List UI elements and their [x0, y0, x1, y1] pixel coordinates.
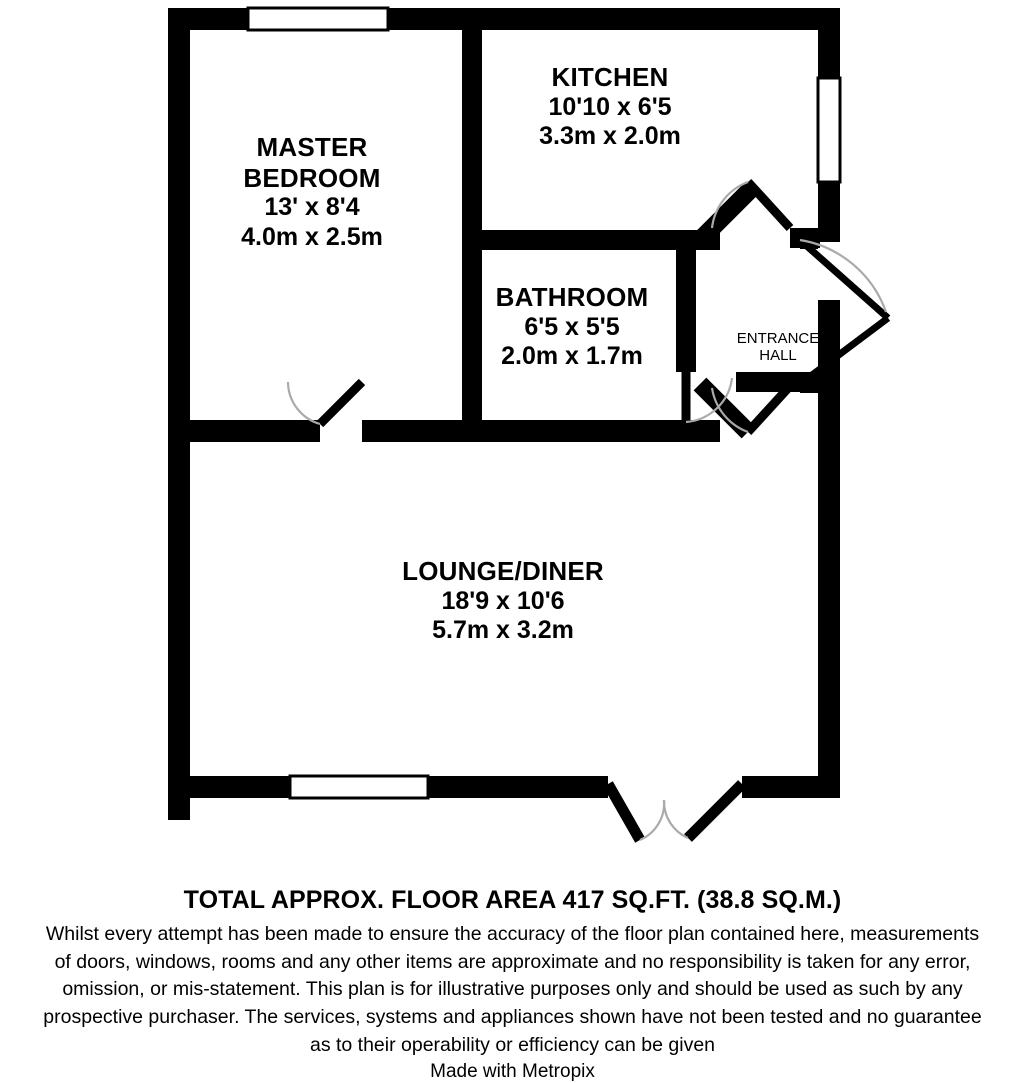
room-dim-imperial: 6'5 x 5'5 — [524, 312, 620, 341]
room-dim-metric: 5.7m x 3.2m — [432, 616, 574, 645]
disclaimer-line: Whilst every attempt has been made to ensure the accuracy of the floor plan contained here, measurements — [45, 923, 980, 945]
room-dim-imperial: 13' x 8'4 — [264, 193, 360, 222]
room-label-kitchen — [450, 62, 770, 152]
room-dim-metric: 2.0m x 1.7m — [501, 342, 643, 371]
room-label-master-bedroom — [152, 132, 472, 252]
room-dim-metric: 4.0m x 2.5m — [241, 222, 383, 251]
entrance-hall-line2: HALL — [759, 347, 797, 365]
entrance-hall-line1: ENTRANCE — [736, 330, 820, 347]
window-bottom — [290, 776, 428, 798]
credit-line: Made with Metropix — [430, 1061, 595, 1083]
disclaimer-line: prospective purchaser. The services, systems and appliances shown have not been tested and no guarantee — [43, 1006, 982, 1029]
room-label-entrance-hall — [678, 330, 878, 365]
room-name-line1: LOUNGE/DINER — [402, 556, 604, 586]
footer — [0, 886, 1025, 1083]
window-top — [248, 8, 388, 30]
total-floor-area: TOTAL APPROX. FLOOR AREA 417 SQ.FT. (38.8 SQ.M.) — [183, 886, 842, 914]
room-dim-metric: 3.3m x 2.0m — [539, 122, 681, 151]
room-name-line2: BEDROOM — [243, 162, 381, 193]
disclaimer-line: of doors, windows, rooms and any other items are approximate and no responsibility is taken for any error, — [54, 950, 971, 973]
window-right — [818, 78, 840, 182]
room-name-line1: BATHROOM — [495, 282, 649, 312]
disclaimer-line: omission, or mis-statement. This plan is for illustrative purposes only and should be used as such by any — [62, 978, 963, 1001]
room-dim-imperial: 10'10 x 6'5 — [548, 92, 672, 121]
room-name-line1: KITCHEN — [551, 62, 669, 92]
room-name-line1: MASTER — [256, 132, 368, 162]
room-label-lounge-diner — [343, 556, 663, 646]
disclaimer-line: as to their operability or efficiency can be given — [309, 1033, 716, 1056]
room-dim-imperial: 18'9 x 10'6 — [441, 586, 565, 615]
